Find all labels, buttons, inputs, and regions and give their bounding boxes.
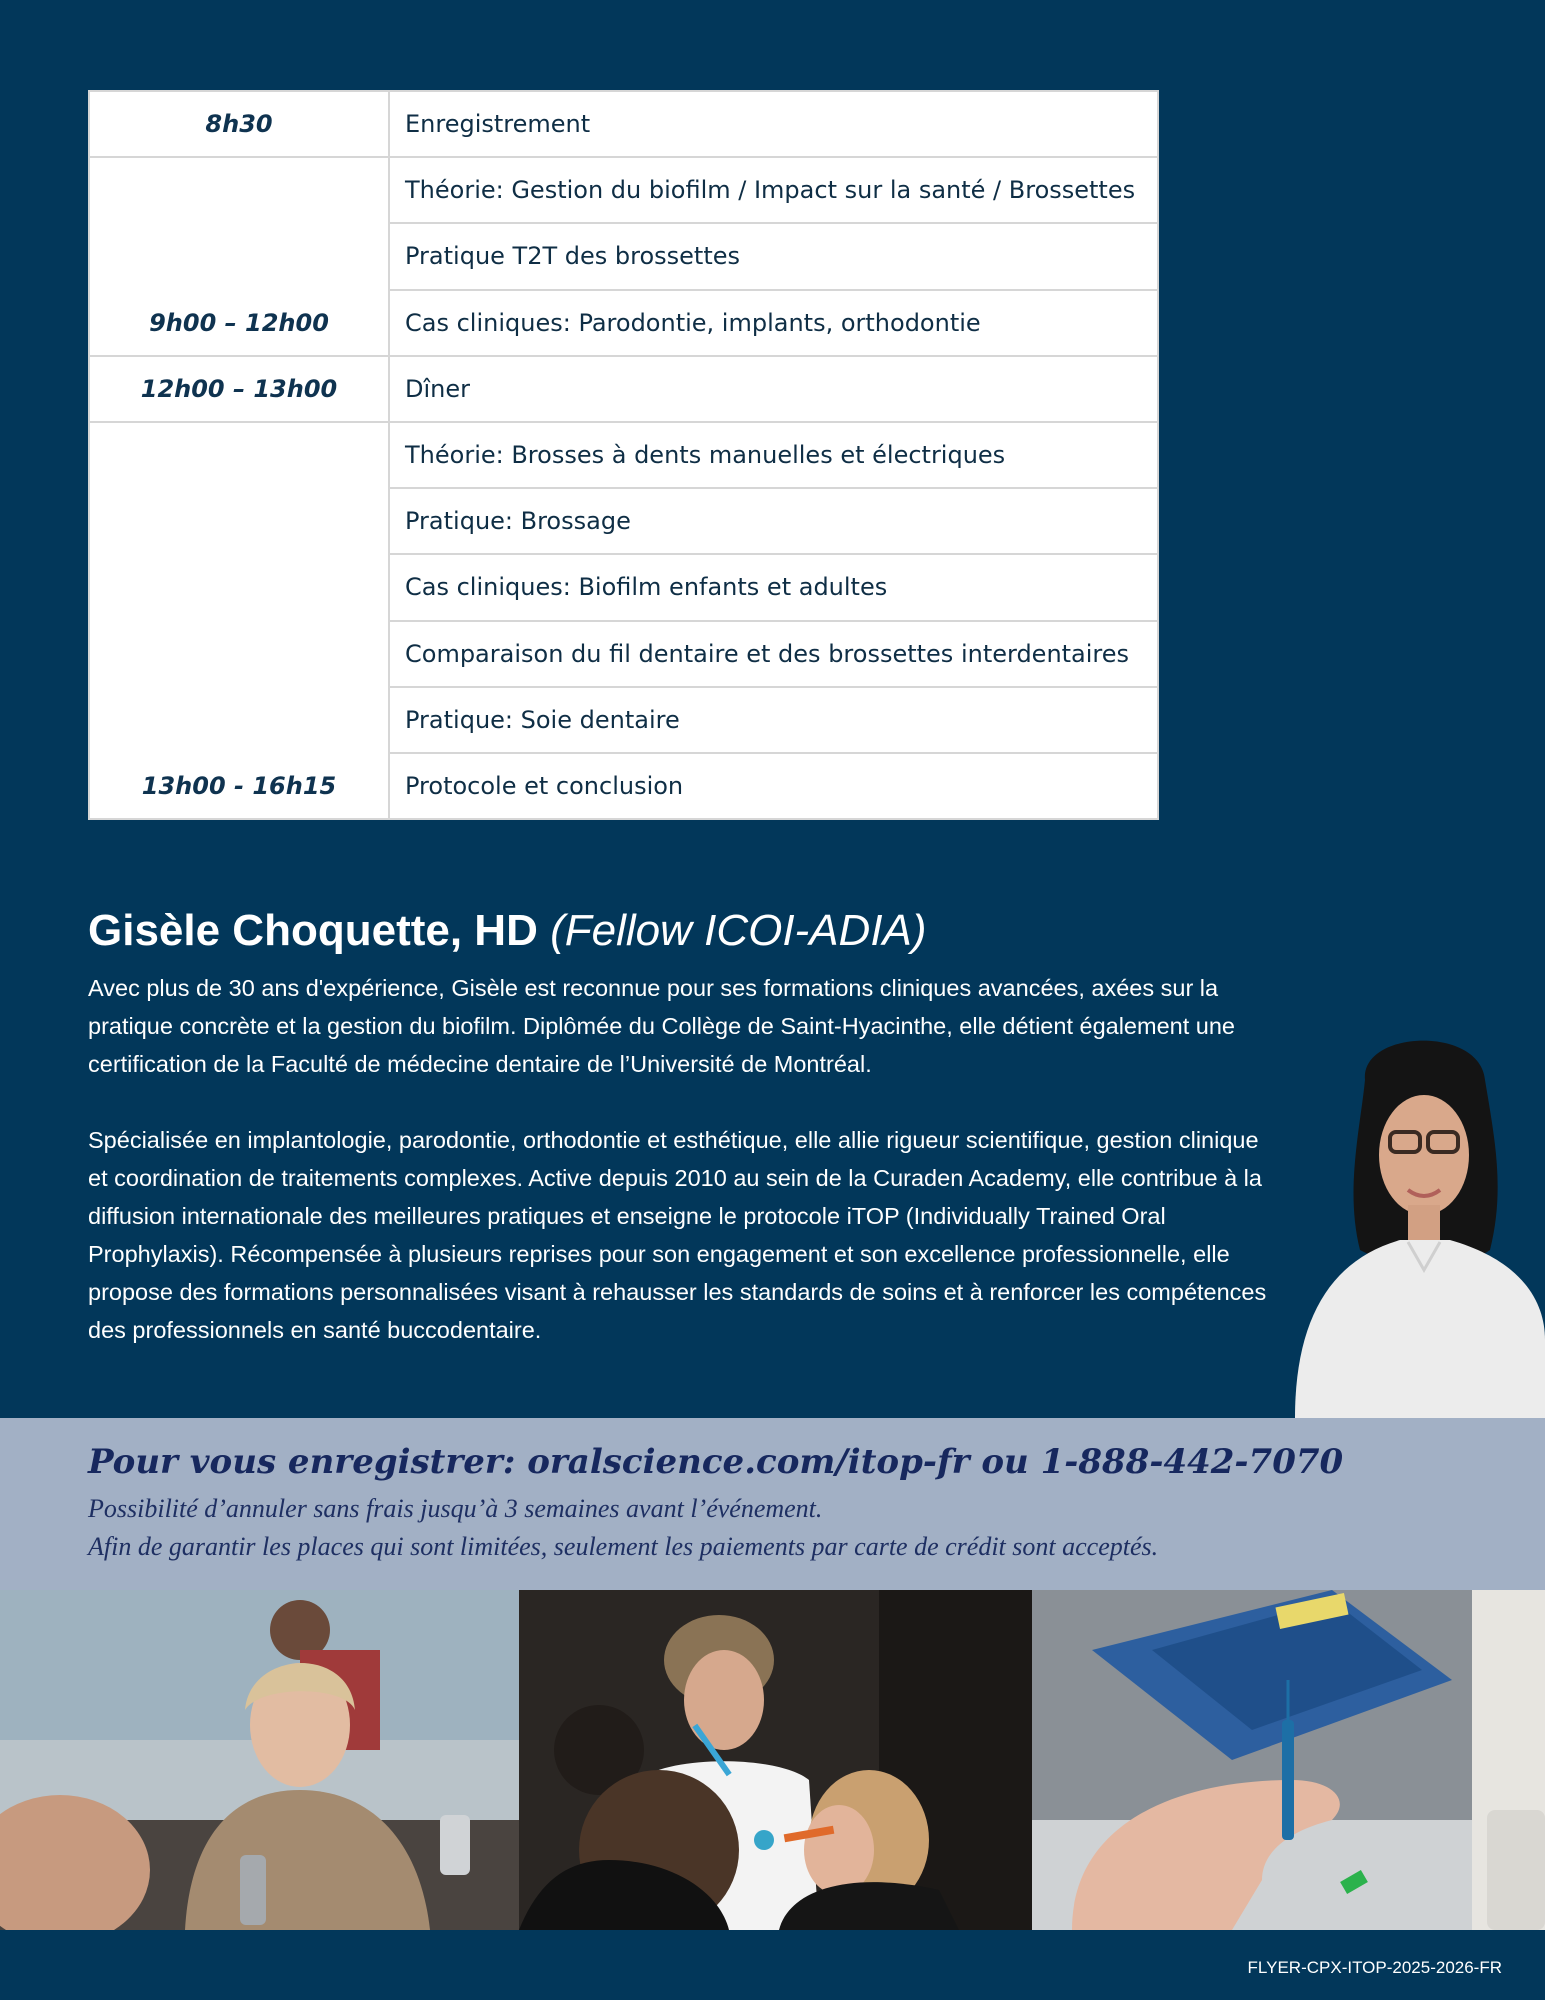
workshop-photo-demonstration (519, 1590, 1032, 1930)
schedule-row (89, 422, 1158, 488)
time-slot: 8h30 (89, 91, 389, 157)
bio-paragraph: Avec plus de 30 ans d'expérience, Gisèle est reconnue pour ses formations cliniques avancées, axées sur la pratique concrète et la gestion du biofilm. Diplômée du Collège de Saint-Hyacinthe, elle détient également une certification de la Faculté de médecine dentaire de l’Université de Montréal. (88, 975, 1235, 1077)
time-slot: 9h00 – 12h00 (89, 157, 389, 356)
instructor-credential: (Fellow ICOI-ADIA) (550, 906, 927, 955)
activity: Protocole et conclusion (389, 753, 1158, 819)
time-slot: 12h00 – 13h00 (89, 356, 389, 422)
time-slot: 13h00 - 16h15 (89, 422, 389, 819)
activity: Comparaison du fil dentaire et des brossettes interdentaires (389, 621, 1158, 687)
activity: Cas cliniques: Parodontie, implants, orthodontie (389, 290, 1158, 356)
activity: Pratique: Soie dentaire (389, 687, 1158, 753)
activity: Pratique T2T des brossettes (389, 223, 1158, 289)
activity: Pratique: Brossage (389, 488, 1158, 554)
instructor-name: Gisèle Choquette, HD (88, 906, 538, 955)
document-code: FLYER-CPX-ITOP-2025-2026-FR (1247, 1958, 1502, 1977)
activity: Dîner (389, 356, 1158, 422)
registration-headline[interactable]: Pour vous enregistrer: oralscience.com/itop-fr ou 1-888-442-7070 (88, 1442, 1344, 1482)
cancellation-note: Possibilité d’annuler sans frais jusqu’à 3 semaines avant l’événement. (88, 1494, 823, 1523)
schedule-row (89, 157, 1158, 223)
registration-band (0, 1418, 1545, 1590)
instructor-heading (88, 906, 927, 956)
activity: Théorie: Brosses à dents manuelles et électriques (389, 422, 1158, 488)
schedule-row (89, 356, 1158, 422)
instructor-portrait (1290, 1020, 1545, 1418)
activity: Cas cliniques: Biofilm enfants et adultes (389, 554, 1158, 620)
schedule-row (89, 91, 1158, 157)
photo-strip (0, 1590, 1545, 1930)
workshop-photo-participant (0, 1590, 519, 1930)
bio-paragraph: Spécialisée en implantologie, parodontie, orthodontie et esthétique, elle allie rigueur scientifique, gestion clinique et coordination de traitements complexes. Active depuis 2010 au sein de la Curaden Academy, elle contribue à la diffusion internationale des meilleures pratiques et enseigne le protocole iTOP (Individually Trained Oral Prophylaxis). Récompensée à plusieurs reprises pour son engagement et son excellence professionnelle, elle propose des formations personnalisées visant à rehausser les standards de soins et à renforcer les compétences des professionnels en santé buccodentaire. (88, 1127, 1267, 1343)
workshop-photo-interdental-brush (1032, 1590, 1545, 1930)
activity: Enregistrement (389, 91, 1158, 157)
schedule-table (88, 90, 1159, 820)
activity: Théorie: Gestion du biofilm / Impact sur la santé / Brossettes (389, 157, 1158, 223)
payment-note: Afin de garantir les places qui sont limitées, seulement les paiements par carte de crédit sont acceptés. (88, 1532, 1159, 1561)
